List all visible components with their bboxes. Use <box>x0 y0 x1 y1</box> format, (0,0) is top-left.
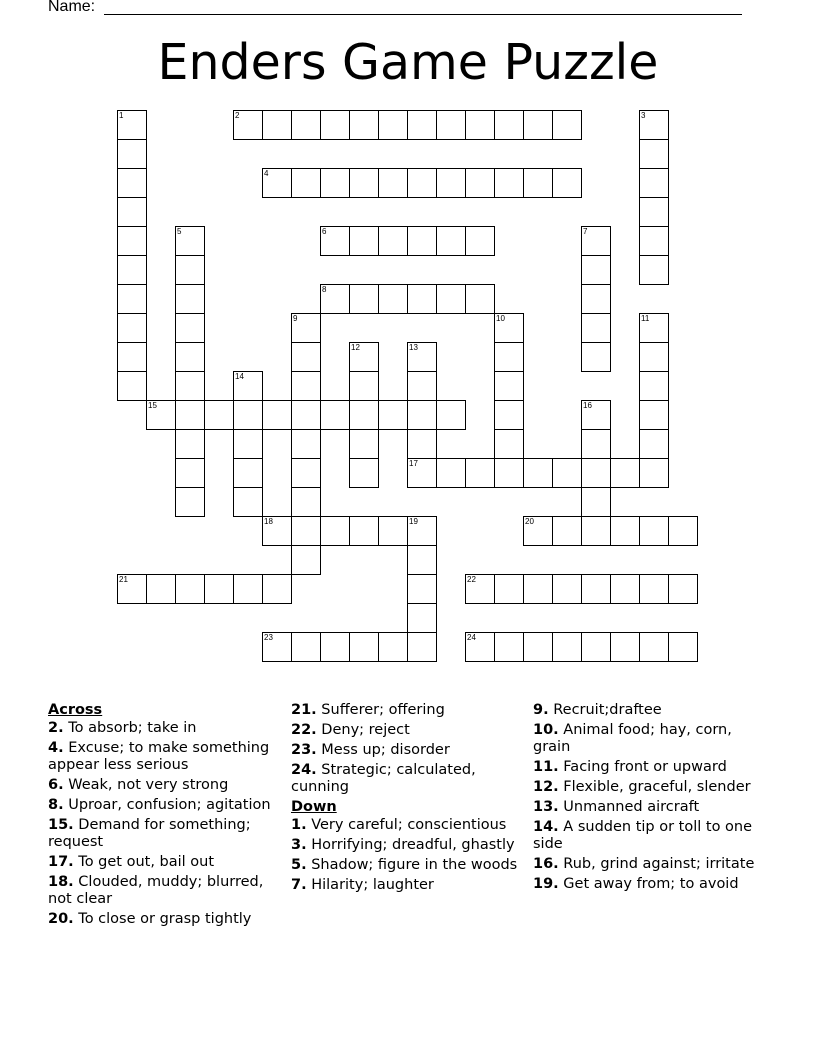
clue-number: 20 <box>525 517 534 526</box>
clue-number: 15 <box>148 401 157 410</box>
grid-cell[interactable] <box>117 197 147 227</box>
clue-number: 7 <box>583 227 588 236</box>
grid-cell[interactable] <box>117 139 147 169</box>
grid-cell[interactable] <box>291 458 321 488</box>
clue-across-21: 21. Sufferer; offering <box>291 702 445 718</box>
grid-cell[interactable] <box>378 284 408 314</box>
grid-cell[interactable] <box>407 574 437 604</box>
clue-down-13: 13. Unmanned aircraft <box>533 799 700 815</box>
grid-cell[interactable] <box>175 429 205 459</box>
grid-cell[interactable] <box>378 400 408 430</box>
grid-cell[interactable] <box>117 168 147 198</box>
grid-cell[interactable] <box>523 632 553 662</box>
grid-cell[interactable] <box>175 284 205 314</box>
clues-column-2 <box>291 702 523 897</box>
grid-cell[interactable] <box>581 342 611 372</box>
grid-cell[interactable] <box>349 226 379 256</box>
clue-number: 14 <box>235 372 244 381</box>
grid-cell[interactable] <box>262 574 292 604</box>
grid-cell[interactable] <box>175 574 205 604</box>
grid-cell[interactable] <box>639 255 669 285</box>
clue-down-14: 14. A sudden tip or toll to one side <box>533 819 753 852</box>
grid-cell[interactable] <box>291 342 321 372</box>
clue-across-8: 8. Uproar, confusion; agitation <box>48 797 271 813</box>
clue-number: 1 <box>119 111 124 120</box>
grid-cell[interactable] <box>320 226 350 256</box>
clue-down-16: 16. Rub, grind against; irritate <box>533 856 755 872</box>
clue-across-2: 2. To absorb; take in <box>48 720 197 736</box>
grid-cell[interactable] <box>378 110 408 140</box>
grid-cell[interactable] <box>581 284 611 314</box>
grid-cell[interactable] <box>552 516 582 546</box>
clue-number: 17 <box>409 459 418 468</box>
grid-cell[interactable] <box>407 603 437 633</box>
puzzle-title: Enders Game Puzzle <box>157 34 659 91</box>
grid-cell[interactable] <box>407 110 437 140</box>
grid-cell[interactable] <box>552 632 582 662</box>
grid-cell[interactable] <box>639 139 669 169</box>
grid-cell[interactable] <box>349 168 379 198</box>
grid-cell[interactable] <box>407 168 437 198</box>
grid-cell[interactable] <box>552 110 582 140</box>
grid-cell[interactable] <box>523 110 553 140</box>
grid-cell[interactable] <box>668 632 698 662</box>
clue-number: 16 <box>583 401 592 410</box>
clue-number: 11 <box>641 314 650 323</box>
clue-across-4: 4. Excuse; to make something appear less serious <box>48 740 270 773</box>
grid-cell[interactable] <box>175 226 205 256</box>
grid-cell[interactable] <box>262 516 292 546</box>
grid-cell[interactable] <box>291 371 321 401</box>
grid-cell[interactable] <box>407 371 437 401</box>
grid-cell[interactable] <box>494 313 524 343</box>
grid-cell[interactable] <box>233 574 263 604</box>
grid-cell[interactable] <box>233 400 263 430</box>
grid-cell[interactable] <box>668 574 698 604</box>
grid-cell[interactable] <box>262 110 292 140</box>
grid-cell[interactable] <box>465 226 495 256</box>
clue-number: 3 <box>641 111 646 120</box>
grid-cell[interactable] <box>291 168 321 198</box>
grid-cell[interactable] <box>320 284 350 314</box>
grid-cell[interactable] <box>465 632 495 662</box>
grid-cell[interactable] <box>639 342 669 372</box>
grid-cell[interactable] <box>146 574 176 604</box>
clue-number: 6 <box>322 227 327 236</box>
clue-down-9: 9. Recruit;draftee <box>533 702 662 718</box>
grid-cell[interactable] <box>465 110 495 140</box>
grid-cell[interactable] <box>407 284 437 314</box>
grid-cell[interactable] <box>494 632 524 662</box>
grid-cell[interactable] <box>668 516 698 546</box>
clue-across-6: 6. Weak, not very strong <box>48 777 229 793</box>
clue-number: 19 <box>409 517 418 526</box>
grid-cell[interactable] <box>552 168 582 198</box>
grid-cell[interactable] <box>639 313 669 343</box>
clue-number: 18 <box>264 517 273 526</box>
grid-cell[interactable] <box>581 226 611 256</box>
grid-cell[interactable] <box>175 342 205 372</box>
grid-cell[interactable] <box>639 226 669 256</box>
grid-cell[interactable] <box>204 400 234 430</box>
grid-cell[interactable] <box>436 284 466 314</box>
grid-cell[interactable] <box>581 574 611 604</box>
clue-down-1: 1. Very careful; conscientious <box>291 817 507 833</box>
grid-cell[interactable] <box>639 197 669 227</box>
grid-cell[interactable] <box>581 458 611 488</box>
grid-cell[interactable] <box>175 371 205 401</box>
grid-cell[interactable] <box>117 574 147 604</box>
grid-cell[interactable] <box>291 110 321 140</box>
grid-cell[interactable] <box>407 458 437 488</box>
grid-cell[interactable] <box>436 458 466 488</box>
grid-cell[interactable] <box>349 342 379 372</box>
grid-cell[interactable] <box>552 574 582 604</box>
grid-cell[interactable] <box>117 226 147 256</box>
grid-cell[interactable] <box>378 632 408 662</box>
grid-cell[interactable] <box>233 429 263 459</box>
grid-cell[interactable] <box>523 574 553 604</box>
clue-number: 8 <box>322 285 327 294</box>
grid-cell[interactable] <box>233 110 263 140</box>
grid-cell[interactable] <box>494 371 524 401</box>
grid-cell[interactable] <box>233 487 263 517</box>
clue-across-20: 20. To close or grasp tightly <box>48 911 252 927</box>
grid-cell[interactable] <box>581 632 611 662</box>
clue-across-18: 18. Clouded, muddy; blurred, not clear <box>48 874 264 907</box>
grid-cell[interactable] <box>117 284 147 314</box>
grid-cell[interactable] <box>494 400 524 430</box>
grid-cell[interactable] <box>581 313 611 343</box>
clue-number: 2 <box>235 111 240 120</box>
clue-number: 22 <box>467 575 476 584</box>
grid-cell[interactable] <box>175 487 205 517</box>
grid-cell[interactable] <box>262 632 292 662</box>
grid-cell[interactable] <box>639 429 669 459</box>
clue-number: 10 <box>496 314 505 323</box>
grid-cell[interactable] <box>146 400 176 430</box>
grid-cell[interactable] <box>465 168 495 198</box>
grid-cell[interactable] <box>407 632 437 662</box>
across-heading: Across <box>48 702 103 718</box>
clue-across-24: 24. Strategic; calculated, cunning <box>291 762 476 795</box>
grid-cell[interactable] <box>581 516 611 546</box>
grid-cell[interactable] <box>465 284 495 314</box>
grid-cell[interactable] <box>175 255 205 285</box>
grid-cell[interactable] <box>581 400 611 430</box>
grid-cell[interactable] <box>291 313 321 343</box>
grid-cell[interactable] <box>233 371 263 401</box>
grid-cell[interactable] <box>407 342 437 372</box>
clue-across-17: 17. To get out, bail out <box>48 854 215 870</box>
name-label: Name: <box>48 0 96 15</box>
clue-number: 5 <box>177 227 182 236</box>
grid-cell[interactable] <box>494 574 524 604</box>
clue-down-19: 19. Get away from; to avoid <box>533 876 739 892</box>
grid-cell[interactable] <box>378 226 408 256</box>
grid-cell[interactable] <box>436 400 466 430</box>
grid-cell[interactable] <box>204 574 234 604</box>
grid-cell[interactable] <box>465 574 495 604</box>
grid-cell[interactable] <box>639 458 669 488</box>
grid-cell[interactable] <box>320 632 350 662</box>
grid-cell[interactable] <box>639 516 669 546</box>
grid-cell[interactable] <box>117 255 147 285</box>
grid-cell[interactable] <box>639 400 669 430</box>
clue-down-5: 5. Shadow; figure in the woods <box>291 857 518 873</box>
grid-cell[interactable] <box>291 516 321 546</box>
clue-number: 23 <box>264 633 273 642</box>
clue-down-12: 12. Flexible, graceful, slender <box>533 779 751 795</box>
grid-cell[interactable] <box>407 516 437 546</box>
grid-cell[interactable] <box>639 371 669 401</box>
grid-cell[interactable] <box>349 516 379 546</box>
grid-cell[interactable] <box>349 284 379 314</box>
grid-cell[interactable] <box>320 400 350 430</box>
grid-cell[interactable] <box>581 487 611 517</box>
grid-cell[interactable] <box>117 371 147 401</box>
grid-cell[interactable] <box>117 110 147 140</box>
grid-cell[interactable] <box>233 458 263 488</box>
grid-cell[interactable] <box>610 516 640 546</box>
grid-cell[interactable] <box>407 429 437 459</box>
grid-cell[interactable] <box>639 574 669 604</box>
grid-cell[interactable] <box>378 168 408 198</box>
clue-down-10: 10. Animal food; hay, corn, grain <box>533 722 732 755</box>
grid-cell[interactable] <box>436 226 466 256</box>
grid-cell[interactable] <box>581 255 611 285</box>
grid-cell[interactable] <box>552 458 582 488</box>
clue-number: 4 <box>264 169 269 178</box>
clues-column-1 <box>48 702 284 931</box>
grid-cell[interactable] <box>349 400 379 430</box>
grid-cell[interactable] <box>175 458 205 488</box>
clue-number: 9 <box>293 314 298 323</box>
down-heading: Down <box>291 799 337 815</box>
grid-cell[interactable] <box>494 458 524 488</box>
grid-cell[interactable] <box>349 110 379 140</box>
grid-cell[interactable] <box>523 458 553 488</box>
clues-column-3 <box>533 702 773 896</box>
clue-down-3: 3. Horrifying; dreadful, ghastly <box>291 837 515 853</box>
grid-cell[interactable] <box>436 110 466 140</box>
grid-cell[interactable] <box>175 400 205 430</box>
grid-cell[interactable] <box>320 110 350 140</box>
grid-cell[interactable] <box>291 429 321 459</box>
grid-cell[interactable] <box>291 487 321 517</box>
grid-cell[interactable] <box>465 458 495 488</box>
grid-cell[interactable] <box>494 110 524 140</box>
clue-across-15: 15. Demand for something; request <box>48 817 251 850</box>
grid-cell[interactable] <box>639 110 669 140</box>
grid-cell[interactable] <box>175 313 205 343</box>
clue-number: 12 <box>351 343 360 352</box>
grid-cell[interactable] <box>494 168 524 198</box>
grid-cell[interactable] <box>407 545 437 575</box>
grid-cell[interactable] <box>639 168 669 198</box>
grid-cell[interactable] <box>378 516 408 546</box>
grid-cell[interactable] <box>291 400 321 430</box>
grid-cell[interactable] <box>349 371 379 401</box>
clue-across-23: 23. Mess up; disorder <box>291 742 450 758</box>
grid-cell[interactable] <box>523 516 553 546</box>
grid-cell[interactable] <box>407 400 437 430</box>
grid-cell[interactable] <box>494 342 524 372</box>
grid-cell[interactable] <box>262 400 292 430</box>
grid-cell[interactable] <box>349 632 379 662</box>
grid-cell[interactable] <box>117 342 147 372</box>
grid-cell[interactable] <box>436 168 466 198</box>
clue-down-7: 7. Hilarity; laughter <box>291 877 434 893</box>
clue-number: 24 <box>467 633 476 642</box>
grid-cell[interactable] <box>581 429 611 459</box>
grid-cell[interactable] <box>494 429 524 459</box>
grid-cell[interactable] <box>610 458 640 488</box>
grid-cell[interactable] <box>639 632 669 662</box>
grid-cell[interactable] <box>262 168 292 198</box>
clue-down-11: 11. Facing front or upward <box>533 759 727 775</box>
grid-cell[interactable] <box>291 632 321 662</box>
grid-cell[interactable] <box>320 168 350 198</box>
grid-cell[interactable] <box>320 516 350 546</box>
grid-cell[interactable] <box>610 574 640 604</box>
grid-cell[interactable] <box>407 226 437 256</box>
grid-cell[interactable] <box>349 458 379 488</box>
clue-number: 13 <box>409 343 418 352</box>
clue-number: 21 <box>119 575 128 584</box>
grid-cell[interactable] <box>117 313 147 343</box>
grid-cell[interactable] <box>610 632 640 662</box>
clue-across-22: 22. Deny; reject <box>291 722 410 738</box>
grid-cell[interactable] <box>291 545 321 575</box>
grid-cell[interactable] <box>523 168 553 198</box>
grid-cell[interactable] <box>349 429 379 459</box>
